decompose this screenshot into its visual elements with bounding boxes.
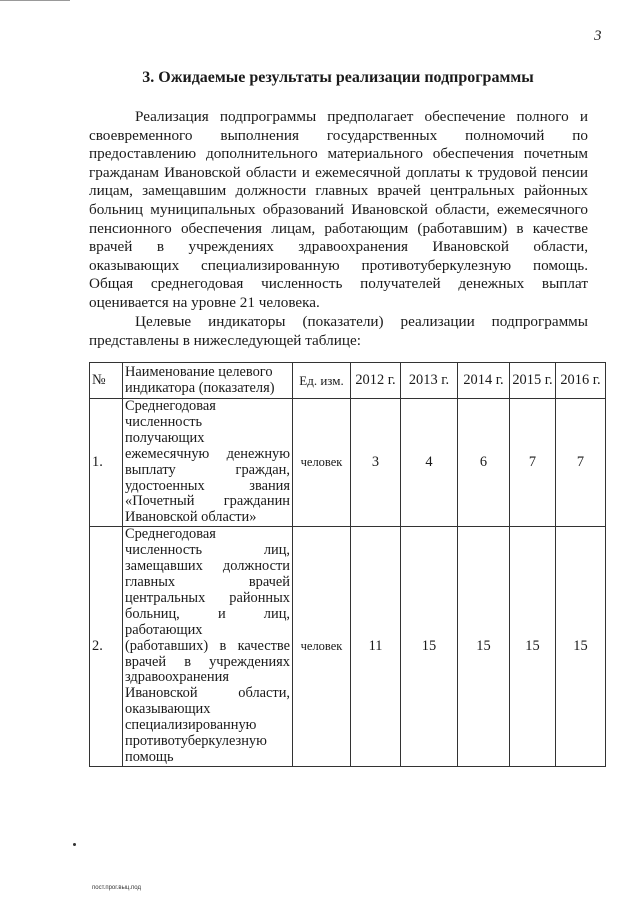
text-line: оценивается на уровне 21 человека. [89,293,320,311]
header-2016: 2016 г. [556,363,606,399]
value-2016: 15 [556,527,606,767]
value-2015: 7 [510,399,556,527]
unit-cell: человек [293,399,351,527]
indicator-name-line: врачей в учреждениях [125,653,290,670]
header-number: № [90,363,123,399]
indicator-name-line: помощь [125,748,174,765]
header-2013: 2013 г. [401,363,458,399]
indicator-name-line: ежемесячную денежную [125,445,290,462]
text-line: гражданам Ивановской области и ежемесячной доплаты к трудовой пенсии [89,163,588,181]
text-line: своевременного выполнения государственных полномочий по [89,126,588,144]
row-number: 2. [90,527,123,767]
text-line: больниц муниципальных образований Ивановской области, ежемесячного [89,200,588,218]
table-row [90,399,606,527]
value-2013: 15 [401,527,458,767]
indicator-name-line: оказывающих [125,701,211,718]
value-2016: 7 [556,399,606,527]
section-title: 3. Ожидаемые результаты реализации подпрограммы [142,69,534,86]
table-header-row [90,363,606,399]
indicator-name-line: получающих [125,429,205,446]
indicator-name [123,527,293,767]
value-2014: 6 [458,399,510,527]
text-line: предоставлению дополнительного материального обеспечения почетным [89,145,588,163]
indicator-name-line: численность лиц, [125,542,290,559]
text-line: представлены в нижеследующей таблице: [89,331,361,349]
header-name-line: Наименование целевого [125,363,273,380]
paragraph-results [89,108,588,313]
scan-edge-line [0,0,70,1]
file-footer: пост.прог.выц.под [92,885,141,891]
indicator-name-line: замещавших должности [125,558,290,575]
text-line: Целевые индикаторы (показатели) реализации подпрограммы [135,313,588,330]
value-2012: 3 [351,399,401,527]
indicator-name-line: центральных районных [125,589,290,606]
indicator-name-line: специализированную [125,717,257,734]
value-2013: 4 [401,399,458,527]
row-number: 1. [90,399,123,527]
indicator-name-line: численность [125,413,203,430]
indicator-name-line: (работавших) в качестве [125,637,290,654]
indicator-name-line: больниц, и лиц, [125,605,290,622]
header-2015: 2015 г. [510,363,556,399]
indicator-name-line: Ивановской области» [125,509,257,526]
indicator-name-line: выплату граждан, [125,461,290,478]
indicator-name-line: противотуберкулезную [125,733,267,750]
header-2014: 2014 г. [458,363,510,399]
value-2014: 15 [458,527,510,767]
indicator-name [123,399,293,527]
page-number: 3 [594,28,602,44]
text-line: пенсионного обеспечения лицам, работающим (работавшим) в качестве [89,219,588,237]
indicator-name-line: работающих [125,621,203,638]
scan-speck [73,843,76,846]
indicator-name-line: Среднегодовая [125,398,216,414]
text-line: Общая среднегодовая численность получателей денежных выплат [89,275,588,293]
value-2015: 15 [510,527,556,767]
paragraph-indicators [89,313,588,350]
text-line: оказывающих специализированную противотуберкулезную помощь. [89,256,588,274]
text-line: врачей в учреждениях здравоохранения Ивановской области, [89,238,588,256]
text-line: Реализация подпрограммы предполагает обеспечение полного и [135,108,588,125]
unit-cell: человек [293,527,351,767]
indicator-name-line: удостоенных звания [125,477,290,494]
header-2012: 2012 г. [351,363,401,399]
text-line: лицам, замещавшим должности главных врачей центральных районных [89,182,588,200]
header-name [123,363,293,399]
header-name-line: индикатора (показателя) [125,379,275,396]
indicator-name-line: Ивановской области, [125,685,290,702]
indicator-name-line: здравоохранения [125,669,229,686]
value-2012: 11 [351,527,401,767]
indicators-table [89,362,606,767]
indicator-name-line: главных врачей [125,573,290,590]
indicator-name-line: «Почетный гражданин [125,493,290,510]
header-unit: Ед. изм. [293,363,351,399]
indicator-name-line: Среднегодовая [125,526,216,543]
table-row [90,527,606,767]
